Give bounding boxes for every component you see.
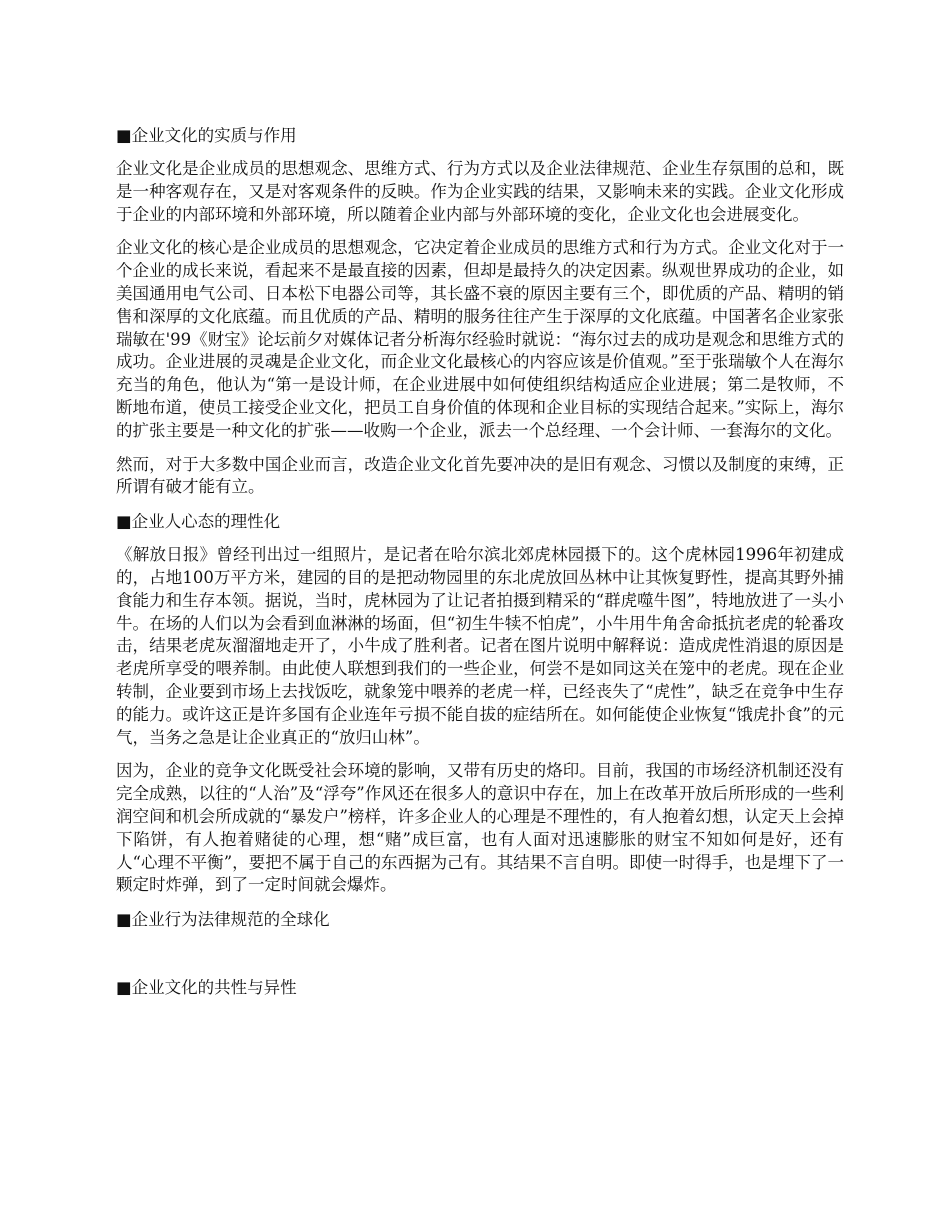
paragraph-essence-2: 企业文化的核心是企业成员的思想观念，它决定着企业成员的思维方式和行为方式。企业文化对于一个企业的成长来说，看起来不是最直接的因素，但却是最持久的决定因素。纵观世界成功的企业，如美国通用电气公司、日本松下电器公司等，其长盛不衰的原因主要有三个，即优质的产品、精明的销售和深厚的文化底蕴。而且优质的产品、精明的服务往往产生于深厚的文化底蕴。中国著名企业家张瑞敏在'99《财宝》论坛前夕对媒体记者分析海尔经验时就说：“海尔过去的成功是观念和思维方式的成功。企业进展的灵魂是企业文化，而企业文化最核心的内容应该是价值观。”至于张瑞敏个人在海尔充当的角色，他认为“第一是设计师，在企业进展中如何使组织结构适应企业进展；第二是牧师，不断地布道，使员工接受企业文化，把员工自身价值的体现和企业目标的实现结合起来。”实际上，海尔的扩张主要是一种文化的扩张——收购一个企业，派去一个总经理、一个会计师、一套海尔的文化。: [116, 238, 844, 440]
section-heading-essence: ■企业文化的实质与作用: [116, 126, 297, 145]
paragraph-rational-1: 《解放日报》曾经刊出过一组照片，是记者在哈尔滨北郊虎林园摄下的。这个虎林园1996年初建成的，占地100万平方米，建园的目的是把动物园里的东北虎放回丛林中让其恢复野性，提高其野外捕食能力和生存本领。据说，当时，虎林园为了让记者拍摄到精采的“群虎噬牛图”，特地放进了一头小牛。在场的人们以为会看到血淋淋的场面，但“初生牛犊不怕虎”，小牛用牛角舍命抵抗老虎的轮番攻击，结果老虎灰溜溜地走开了，小牛成了胜利者。记者在图片说明中解释说：造成虎性消退的原因是老虎所享受的喂养制。由此使人联想到我们的一些企业，何尝不是如同这关在笼中的老虎。现在企业转制，企业要到市场上去找饭吃，就象笼中喂养的老虎一样，已经丧失了“虎性”，缺乏在竞争中生存的能力。或许这正是许多国有企业连年亏损不能自拔的症结所在。如何能使企业恢复“饿虎扑食”的元气，当务之急是让企业真正的“放归山林”。: [116, 545, 844, 747]
section-heading-globalization: ■企业行为法律规范的全球化: [116, 910, 330, 930]
paragraph-essence-3: 然而，对于大多数中国企业而言，改造企业文化首先要冲决的是旧有观念、习惯以及制度的束缚，正所谓有破才能有立。: [116, 454, 844, 497]
section-heading-rational-mindset: ■企业人心态的理性化: [116, 512, 281, 532]
paragraph-essence-1: 企业文化是企业成员的思想观念、思维方式、行为方式以及企业法律规范、企业生存氛围的总和，既是一种客观存在，又是对客观条件的反映。作为企业实践的结果，又影响未来的实践。企业文化形成于企业的内部环境和外部环境，所以随着企业内部与外部环境的变化，企业文化也会进展变化。: [116, 159, 844, 224]
section-heading-commonality: ■企业文化的共性与异性: [116, 978, 297, 998]
document-page: [116, 124, 844, 1000]
paragraph-rational-2: 因为，企业的竞争文化既受社会环境的影响，又带有历史的烙印。目前，我国的市场经济机制还没有完全成熟，以往的“人治”及“浮夸”作风还在很多人的意识中存在，加上在改革开放后所形成的一些利润空间和机会所成就的“暴发户”榜样，许多企业人的心理是不理性的，有人抱着幻想，认定天上会掉下陷饼，有人抱着赌徒的心理，想“赌”成巨富，也有人面对迅速膨胀的财宝不知如何是好，还有人“心理不平衡”，要把不属于自己的东西据为己有。其结果不言自明。即使一时得手，也是埋下了一颗定时炸弹，到了一定时间就会爆炸。: [116, 761, 844, 895]
